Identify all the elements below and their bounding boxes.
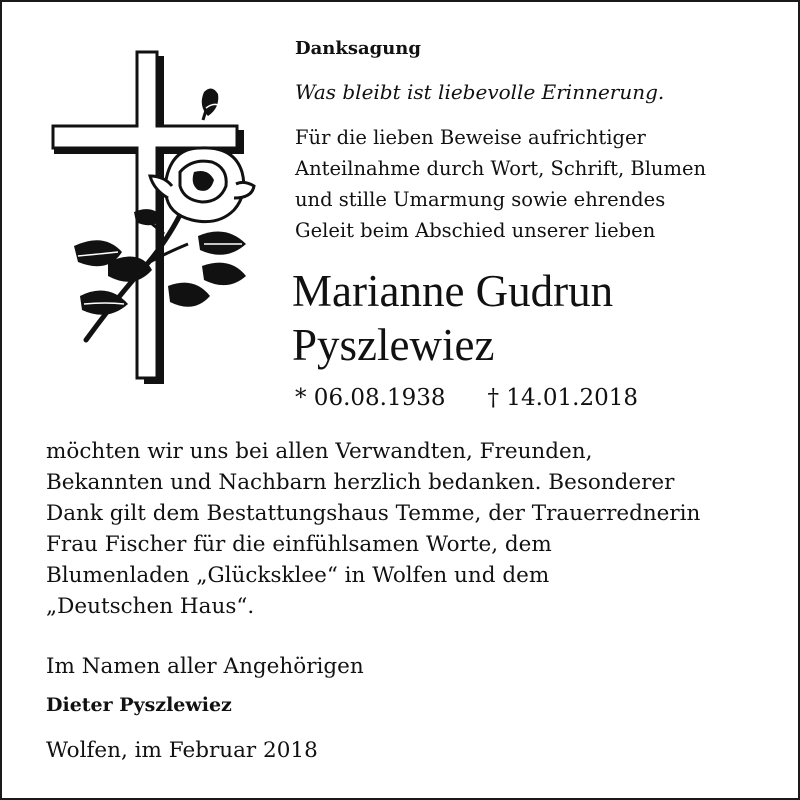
intro-line: und stille Umarmung sowie ehrendes (295, 188, 666, 211)
death-date: † 14.01.2018 (487, 385, 638, 411)
deceased-surname: Pyszlewiez (292, 320, 495, 370)
body-line: Blumenladen „Glücksklee“ in Wolfen und dem (46, 563, 550, 588)
body-line: Bekannten und Nachbarn herzlich bedanken. Besonderer (46, 470, 675, 495)
body-line: Frau Fischer für die einfühlsamen Worte, dem (46, 532, 552, 557)
rose-icon (150, 148, 254, 222)
intro-line: Für die lieben Beweise aufrichtiger (295, 126, 646, 149)
body-line: Dank gilt dem Bestattungshaus Temme, der Trauerrednerin (46, 501, 701, 526)
cross-with-rose-icon (48, 48, 258, 388)
body-line: „Deutschen Haus“. (46, 594, 255, 619)
signature-name: Dieter Pyszlewiez (46, 694, 232, 716)
intro-text (295, 122, 706, 246)
body-line: möchten wir uns bei allen Verwandten, Freunden, (46, 439, 593, 464)
deceased-first-names: Marianne Gudrun (292, 266, 614, 316)
birth-date: * 06.08.1938 (295, 385, 446, 411)
signature-intro: Im Namen aller Angehörigen (46, 654, 364, 679)
motto: Was bleibt ist liebevolle Erinnerung. (295, 80, 665, 104)
deceased-name (292, 264, 613, 372)
place-date: Wolfen, im Februar 2018 (46, 738, 318, 763)
heading: Danksagung (295, 38, 421, 59)
intro-line: Anteilnahme durch Wort, Schrift, Blumen (295, 157, 707, 180)
body-text (46, 436, 700, 622)
life-dates (295, 385, 638, 411)
intro-line: Geleit beim Abschied unserer lieben (295, 219, 656, 242)
